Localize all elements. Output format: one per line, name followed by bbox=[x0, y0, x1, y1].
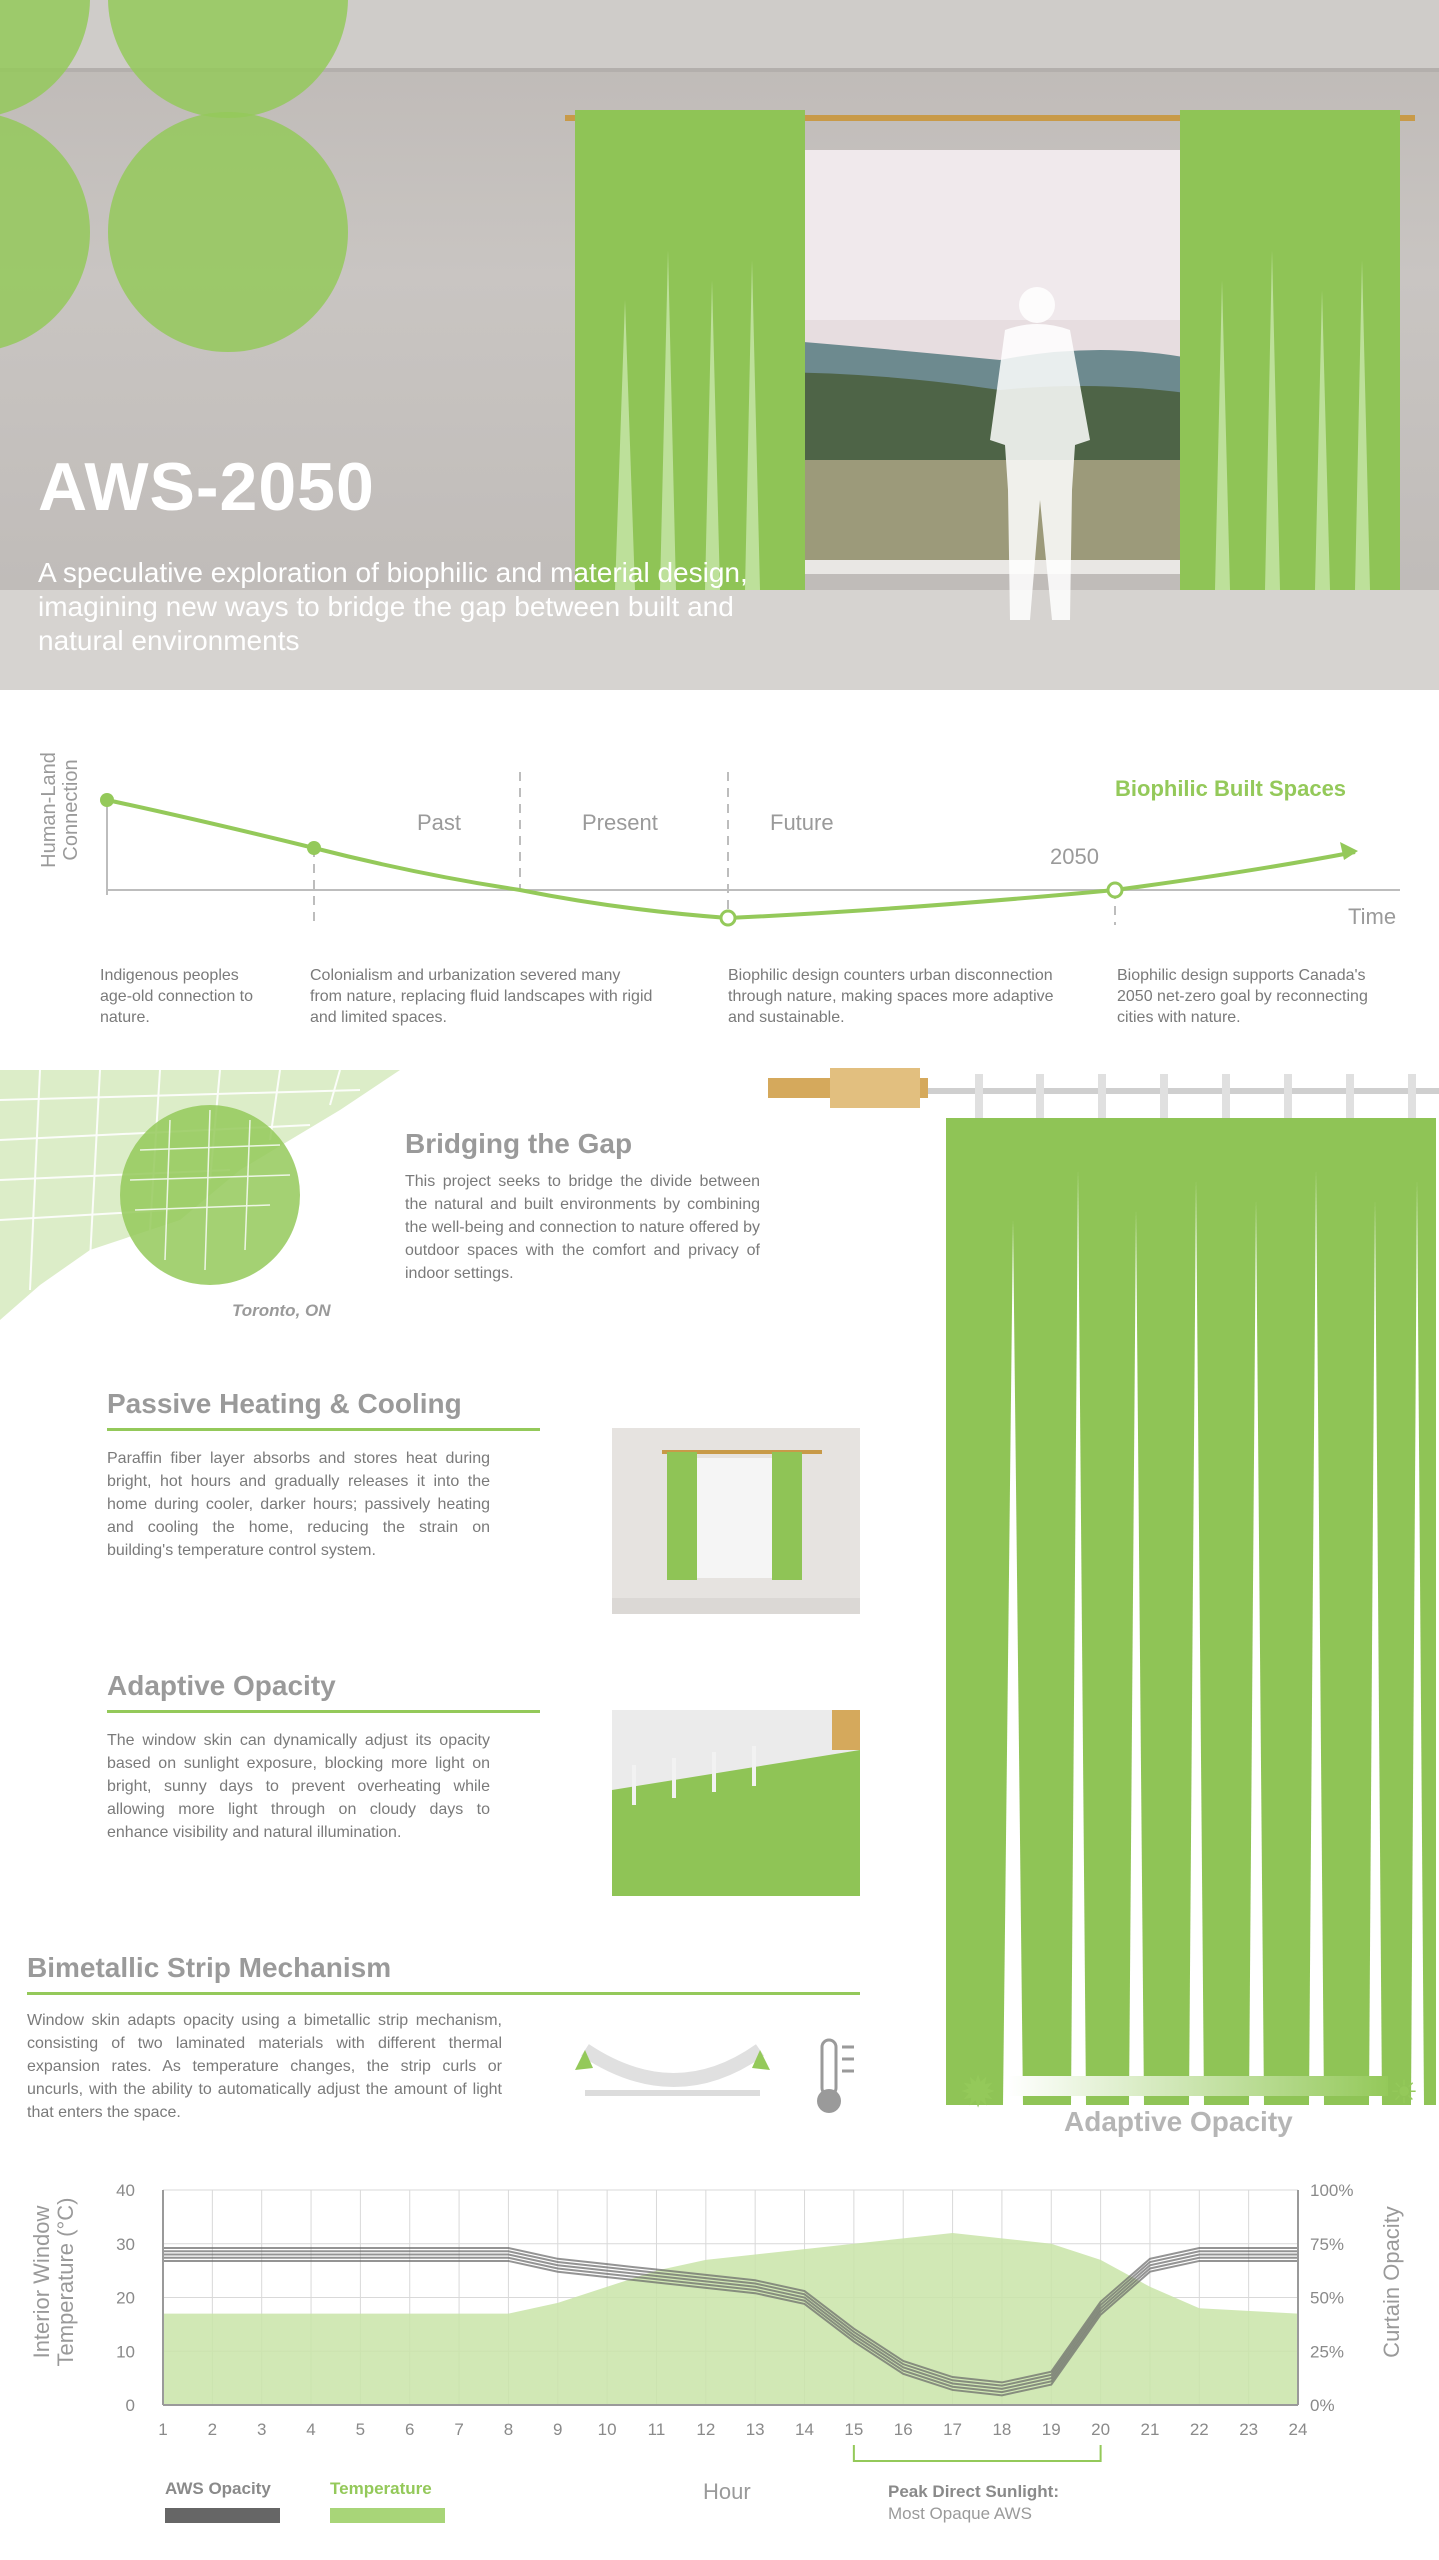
passive-thumbnail bbox=[612, 1428, 860, 1614]
x-tick-label: 21 bbox=[1140, 2420, 1160, 2439]
hero-curtain-left bbox=[575, 110, 805, 590]
chart-right-axis-label: Curtain Opacity bbox=[1379, 2206, 1404, 2358]
temperature-area bbox=[163, 2233, 1298, 2405]
bimetallic-strip-icon bbox=[565, 2030, 790, 2120]
x-tick-label: 13 bbox=[745, 2420, 765, 2439]
timeline-note-2: Colonialism and urbanization severed many from nature, replacing fluid landscapes with rigid and limited spaces. bbox=[310, 967, 653, 1026]
y-tick-right: 100% bbox=[1310, 2181, 1354, 2200]
annotation-subtitle: Most Opaque AWS bbox=[888, 2504, 1032, 2523]
y-tick-left: 30 bbox=[116, 2234, 135, 2254]
timeline-y-label: Human-Land Connection bbox=[38, 752, 82, 868]
y-tick-right: 50% bbox=[1310, 2288, 1345, 2308]
annotation-title: Peak Direct Sunlight: bbox=[888, 2482, 1059, 2501]
legend-label-temperature: Temperature bbox=[330, 2479, 432, 2498]
y-tick-right: 75% bbox=[1310, 2234, 1345, 2254]
passive-rule bbox=[107, 1428, 540, 1431]
curtain-illustration bbox=[760, 1060, 1439, 2170]
legend-label-opacity: AWS Opacity bbox=[165, 2479, 271, 2498]
x-tick-label: 17 bbox=[943, 2420, 963, 2439]
bridging-heading: Bridging the Gap bbox=[405, 1128, 633, 1159]
adaptive-rule bbox=[107, 1710, 540, 1713]
page-title: AWS-2050 bbox=[38, 449, 375, 525]
goal-label: Biophilic Built Spaces bbox=[1115, 776, 1347, 801]
map-caption: Toronto, ON bbox=[232, 1301, 331, 1320]
timeline-note-3: Biophilic design counters urban disconnection through nature, making spaces more adaptive and sustainable. bbox=[728, 967, 1054, 1026]
y-tick-left: 0 bbox=[125, 2396, 135, 2415]
thermometer-icon bbox=[810, 2035, 860, 2120]
hero-curtain-right bbox=[1180, 110, 1400, 590]
x-tick-label: 7 bbox=[454, 2420, 464, 2439]
timeline-section bbox=[0, 752, 1439, 1060]
y-tick-left: 20 bbox=[116, 2288, 135, 2308]
x-tick-label: 4 bbox=[306, 2420, 316, 2439]
phase-label-present: Present bbox=[582, 810, 658, 835]
chart-x-axis-label: Hour bbox=[703, 2479, 751, 2504]
opacity-scale-label: Adaptive Opacity bbox=[1064, 2106, 1293, 2137]
x-tick-label: 22 bbox=[1189, 2420, 1209, 2439]
x-tick-label: 18 bbox=[992, 2420, 1012, 2439]
x-tick-label: 15 bbox=[844, 2420, 864, 2439]
year-label: 2050 bbox=[1050, 844, 1099, 869]
adaptive-thumbnail bbox=[612, 1710, 860, 1896]
chart-left-axis-label: Interior Window Temperature (°C) bbox=[29, 2197, 78, 2367]
passive-heading: Passive Heating & Cooling bbox=[107, 1388, 462, 1419]
bimetallic-body: Window skin adapts opacity using a bimetallic strip mechanism, consisting of two laminated materials with different thermal expansion rates. As temperature changes, the strip curls or uncurls, with the ability to automatically adjust the amount of light that enters the space. bbox=[27, 2012, 502, 2121]
adaptive-heading: Adaptive Opacity bbox=[107, 1670, 336, 1701]
x-tick-label: 6 bbox=[405, 2420, 415, 2439]
sun-bright-icon: ✹ bbox=[959, 2068, 997, 2117]
timeline-note-1: Indigenous peoples age-old connection to nature. bbox=[100, 967, 253, 1026]
y-tick-left: 10 bbox=[116, 2342, 135, 2362]
x-tick-label: 16 bbox=[893, 2420, 913, 2439]
x-tick-label: 2 bbox=[207, 2420, 218, 2439]
adaptive-body: The window skin can dynamically adjust its opacity based on sunlight exposure, blocking more light on bright, sunny days to prevent overheating while allowing more light through on cloudy days to enhance visibility and natural illumination. bbox=[107, 1732, 490, 1841]
x-tick-label: 1 bbox=[158, 2420, 168, 2439]
x-tick-label: 11 bbox=[647, 2420, 666, 2439]
x-tick-label: 19 bbox=[1041, 2420, 1061, 2439]
legend-swatch-opacity bbox=[165, 2508, 280, 2523]
phase-label-future: Future bbox=[770, 810, 834, 835]
bridging-body: This project seeks to bridge the divide between the natural and built environments by combining the well-being and connection to nature offered by outdoor spaces with the comfort and privacy of indoor settings. bbox=[405, 1173, 760, 1282]
x-tick-label: 9 bbox=[553, 2420, 563, 2439]
page-subtitle: A speculative exploration of biophilic and material design, imagining new ways to bridge the gap between built and natural environments bbox=[38, 557, 748, 656]
x-tick-label: 3 bbox=[256, 2420, 267, 2439]
toronto-map bbox=[0, 1070, 400, 1320]
legend-swatch-temperature bbox=[330, 2508, 445, 2523]
x-tick-label: 10 bbox=[597, 2420, 617, 2439]
x-tick-label: 14 bbox=[795, 2420, 814, 2439]
bimetallic-rule bbox=[27, 1992, 860, 1995]
decorative-circles bbox=[0, 0, 348, 352]
y-tick-right: 0% bbox=[1310, 2396, 1335, 2415]
x-tick-label: 20 bbox=[1091, 2420, 1111, 2439]
phase-label-past: Past bbox=[417, 810, 462, 835]
x-tick-label: 5 bbox=[355, 2420, 366, 2439]
passive-body: Paraffin fiber layer absorbs and stores heat during bright, hot hours and gradually releases it into the home during cooler, darker hours; passively heating and cooling the home, reducing the strain on building's temperature control system. bbox=[107, 1450, 490, 1559]
y-tick-right: 25% bbox=[1310, 2342, 1345, 2362]
y-tick-left: 40 bbox=[116, 2181, 135, 2200]
sun-dim-icon: ☀ bbox=[1389, 2074, 1419, 2110]
bimetallic-heading: Bimetallic Strip Mechanism bbox=[27, 1952, 392, 1983]
timeline-note-4: Biophilic design supports Canada's 2050 net-zero goal by reconnecting cities with nature. bbox=[1117, 967, 1368, 1026]
x-tick-label: 23 bbox=[1239, 2420, 1259, 2439]
x-tick-label: 24 bbox=[1288, 2420, 1308, 2439]
timeline-x-label: Time bbox=[1348, 904, 1397, 929]
peak-sunlight-bracket bbox=[854, 2445, 1101, 2461]
x-tick-label: 12 bbox=[696, 2420, 716, 2439]
x-tick-label: 8 bbox=[503, 2420, 514, 2439]
hero-banner bbox=[0, 0, 1439, 690]
